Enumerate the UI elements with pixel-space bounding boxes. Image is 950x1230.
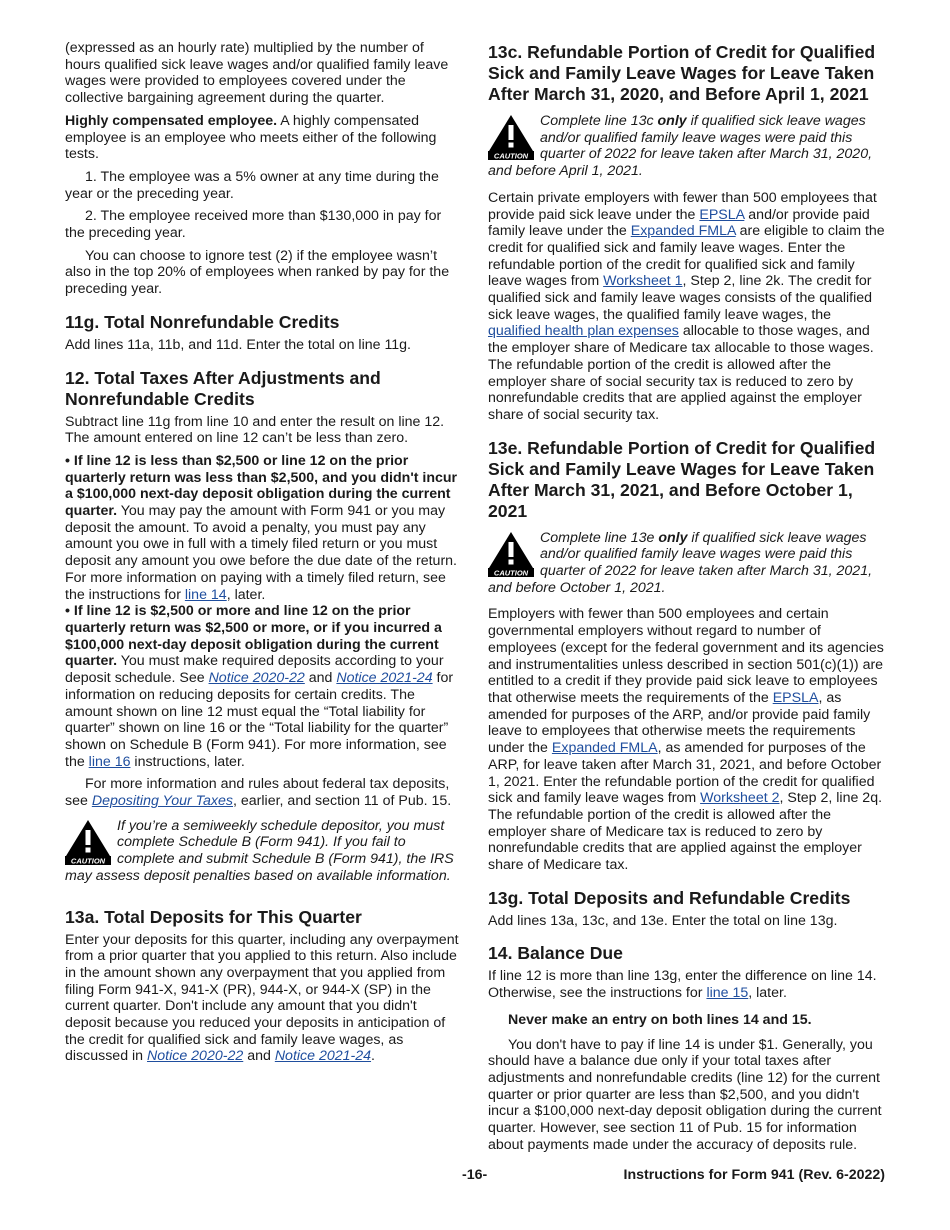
- c13c-only: only: [657, 113, 687, 129]
- paragraph-14: [488, 968, 886, 1001]
- test-2: 2. The employee received more than $130,000 in pay for the preceding year.: [65, 208, 442, 242]
- more-info-paragraph: [65, 776, 463, 809]
- link-line-16[interactable]: line 16: [88, 753, 131, 770]
- heading-12: 12. Total Taxes After Adjustments and Nonrefundable Credits: [65, 367, 381, 409]
- bullet-2500-or-more: [65, 603, 463, 770]
- more-info-a: For more information and rules about federal tax deposits, see: [65, 776, 450, 810]
- heading-14: 14. Balance Due: [488, 943, 623, 964]
- p13c-e: allocable to those wages, and the employer share of Medicare tax allocable to those wages. The refundable portion of the credit is allowed after the employer share of social security tax is reduced to zero by nonrefundable credits that are applied against the employer share of social security tax.: [488, 323, 874, 423]
- link-notice-2021-24[interactable]: Notice 2021-24: [336, 670, 433, 687]
- heading-13e: 13e. Refundable Portion of Credit for Qualified Sick and Family Leave Wages for Leave Taken After March 31, 2021, and Before October 1, 2021: [488, 437, 876, 521]
- caution-13c-text: [488, 113, 886, 180]
- caution-13c: [488, 113, 886, 180]
- p13a-and: and: [243, 1048, 275, 1065]
- p13a-end: .: [371, 1048, 375, 1065]
- right-column: [488, 40, 886, 1159]
- heading-13c: 13c. Refundable Portion of Credit for Qualified Sick and Family Leave Wages for Leave Taken After March 31, 2020, and Before April 1, 2021: [488, 42, 876, 104]
- heading-11g: 11g. Total Nonrefundable Credits: [65, 311, 340, 332]
- p13c-a: Certain private employers with fewer than 500 employees that provide paid sick leave under the: [488, 189, 877, 223]
- link-expanded-fmla[interactable]: Expanded FMLA: [630, 223, 736, 240]
- link-expanded-fmla-13e[interactable]: Expanded FMLA: [551, 740, 658, 757]
- paragraph-11g: Add lines 11a, 11b, and 11d. Enter the total on line 11g.: [65, 336, 412, 353]
- left-column: [65, 40, 463, 1071]
- c13c-b: if qualified sick leave wages and/or qualified family leave wages were paid this quarter of 2022 for leave taken after March 31, 2020, and before April 1, 2021.: [488, 113, 873, 180]
- form-reference: Instructions for Form 941 (Rev. 6-2022): [623, 1167, 885, 1183]
- hce-label: Highly compensated employee.: [65, 112, 278, 129]
- caution-13e: [488, 530, 886, 597]
- caution-text: If you’re a semiweekly schedule depositor, you must complete Schedule B (Form 941). If you fail to complete and submit Schedule B (Form 941), the IRS may assess deposit penalties based on available information.: [65, 817, 454, 884]
- link-line-14[interactable]: line 14: [184, 586, 227, 603]
- paragraph-13e: [488, 606, 886, 873]
- link-qualified-health-plan-expenses[interactable]: qualified health plan expenses: [488, 323, 679, 340]
- caution-icon-label: CAUTION: [493, 568, 529, 577]
- bullet-2-end: instructions, later.: [130, 753, 245, 770]
- p13e-c: , as amended for purposes of the ARP, for leave taken after March 31, 2021, and before October 1, 2021. Enter the refundable portion of the credit for qualified sick and family leave wages from: [488, 740, 882, 807]
- p13e-d: , Step 2, line 2q. The refundable portion of the credit is allowed after the employer share of Medicare tax is reduced to zero by nonrefundable credits that are applied against the employer share of Medicare tax.: [488, 790, 883, 874]
- link-notice-2020-22[interactable]: Notice 2020-22: [208, 670, 305, 687]
- p13c-b: and/or provide paid family leave under the: [488, 206, 870, 240]
- paragraph-14-balance: You don't have to pay if line 14 is under $1. Generally, you should have a balance due only if your total taxes after adjustments and nonrefundable credits (line 12) for the current quarter or prior quarter are less than $2,500, and you didn't incur a $100,000 next-day deposit obligation during the current quarter. However, see section 11 of Pub. 15 for information about payments made under the accuracy of deposits rule.: [488, 1036, 882, 1153]
- bullet-1-lead: • If line 12 is less than $2,500 or line 12 on the prior quarterly return was less than $2,500, and you didn't incur a $100,000 next-day deposit obligation during the current quarter.: [65, 452, 458, 520]
- more-info-b: , earlier, and section 11 of Pub. 15.: [233, 793, 452, 810]
- p13e-b: , as amended for purposes of the ARP, and/or provide paid family leave to employees that otherwise meets the requirements under the: [488, 689, 871, 757]
- bullet-1-end: , later.: [226, 586, 266, 603]
- bullet-1-text: You may pay the amount with Form 941 or you may deposit the amount. To avoid a penalty, you must pay any amount you owe in full with a timely filed return or you must deposit any amount you owe before the due date of the return. For more information on paying with a timely filed return, see the instructions for: [65, 503, 457, 603]
- paragraph-continued: (expressed as an hourly rate) multiplied by the number of hours qualified sick leave wages and/or qualified family leave wages were provided to employees covered under the collective bargaining agreement during the quarter.: [65, 40, 449, 107]
- never-entry-note: Never make an entry on both lines 14 and 15.: [508, 1011, 812, 1028]
- heading-13g: 13g. Total Deposits and Refundable Credits: [488, 887, 851, 908]
- paragraph-13g: Add lines 13a, 13c, and 13e. Enter the total on line 13g.: [488, 912, 838, 929]
- p13a-text: Enter your deposits for this quarter, including any overpayment from a prior quarter that you applied to this return. Also include in the amount shown any overpayment that you applied from filing Form 941-X, 941-X (PR), 944-X, or 944-X (SP) in the current quarter. Don't include any amount that you didn't deposit because you reduced your deposits in anticipation of the credit for qualified sick and family leave wages, as discussed in: [65, 931, 459, 1065]
- bullet-2-lead: • If line 12 is $2,500 or more and line 12 on the prior quarterly return was $2,500 or more, or if you incurred a $100,000 next-day deposit obligation during the current quarter.: [65, 603, 442, 670]
- ignore-test-paragraph: You can choose to ignore test (2) if the employee wasn’t also in the top 20% of employees when ranked by pay for the preceding year.: [65, 247, 450, 298]
- c13e-only: only: [658, 529, 688, 546]
- caution-icon: [65, 819, 111, 865]
- link-worksheet-2[interactable]: Worksheet 2: [700, 790, 780, 807]
- c13c-a: Complete line 13c: [540, 113, 658, 129]
- caution-13e-text: [488, 530, 886, 597]
- p14-b: , later.: [748, 985, 787, 1002]
- hce-text: A highly compensated employee is an employee who meets either of the following tests.: [65, 112, 437, 163]
- paragraph-12: Subtract line 11g from line 10 and enter the result on line 12. The amount entered on line 12 can’t be less than zero.: [65, 413, 445, 447]
- link-notice-2021-24-13a[interactable]: Notice 2021-24: [274, 1048, 372, 1065]
- link-worksheet-1[interactable]: Worksheet 1: [603, 273, 683, 290]
- bullet-2-and: and: [304, 670, 337, 687]
- caution-icon-label: CAUTION: [493, 151, 529, 160]
- caution-icon: [488, 114, 534, 160]
- link-epsla-13e[interactable]: EPSLA: [772, 689, 819, 706]
- test-1: 1. The employee was a 5% owner at any time during the year or the preceding year.: [65, 168, 439, 202]
- p13c-c: are eligible to claim the credit for qualified sick and family leave wages. Enter the refundable portion of the credit for qualified sick and family leave wages from: [488, 223, 885, 290]
- heading-13a: 13a. Total Deposits for This Quarter: [65, 906, 362, 927]
- caution-semiweekly: [65, 818, 463, 885]
- bullet-2-text: You must make required deposits according to your deposit schedule. See: [65, 653, 444, 687]
- caution-icon: [488, 531, 534, 577]
- link-epsla[interactable]: EPSLA: [699, 206, 745, 223]
- page-footer: [0, 1167, 950, 1187]
- c13e-b: if qualified sick leave wages and/or qualified family leave wages were paid this quarter of 2022 for leave taken after March 31, 2021, and before October 1, 2021.: [488, 529, 873, 596]
- p13e-a: Employers with fewer than 500 employees and certain governmental employers without regard to number of employees (except for the federal government and its agencies and instrumentalities unless described in section 501(c)(1)) are entitled to a credit if they provide paid sick leave to employees that otherwise meets the requirements of the: [488, 606, 884, 706]
- p13c-d: , Step 2, line 2k. The credit for qualified sick and family leave wages consists of the qualified sick leave wages, the qualified family leave wages, the: [488, 273, 873, 323]
- link-notice-2020-22-13a[interactable]: Notice 2020-22: [147, 1048, 244, 1065]
- paragraph-13c: [488, 190, 886, 424]
- paragraph-13a: [65, 932, 463, 1066]
- link-depositing-your-taxes[interactable]: Depositing Your Taxes: [91, 793, 234, 810]
- link-line-15[interactable]: line 15: [706, 985, 749, 1002]
- bullet-less-than-2500: [65, 453, 463, 603]
- bullet-2-text-2: for information on reducing deposits for certain credits. The amount shown on line 12 must equal the “Total liability for quarter” shown on line 16 or the “Total liability for the quarter” shown on Schedule B (Form 941). For more information, see the: [65, 670, 454, 770]
- c13e-a: Complete line 13e: [540, 529, 659, 546]
- hce-paragraph: [65, 113, 463, 163]
- caution-icon-label: CAUTION: [70, 856, 106, 865]
- p14-a: If line 12 is more than line 13g, enter the difference on line 14. Otherwise, see the instructions for: [488, 968, 877, 1002]
- page-number: -16-: [462, 1167, 488, 1183]
